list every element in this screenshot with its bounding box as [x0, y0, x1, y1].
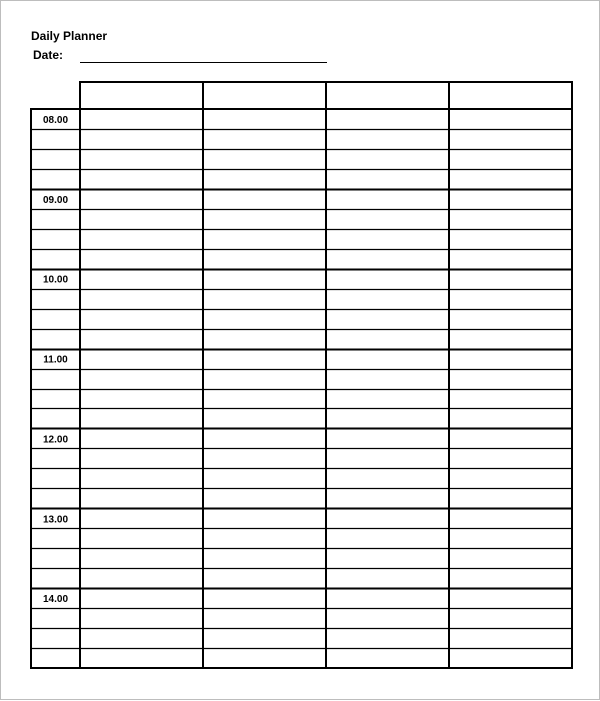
schedule-body	[31, 109, 572, 668]
hour-label: 08.00	[42, 114, 69, 126]
schedule-grid-svg	[1, 1, 600, 701]
hour-label: 12.00	[42, 434, 69, 446]
hour-label: 11.00	[43, 354, 68, 366]
date-label: Date:	[33, 48, 64, 62]
schedule-grid	[1, 1, 600, 701]
hour-label: 09.00	[42, 194, 69, 206]
hour-label: 10.00	[42, 274, 69, 286]
page-title: Daily Planner	[31, 29, 108, 43]
hour-label: 14.00	[42, 594, 69, 606]
hour-label: 13.00	[42, 514, 69, 526]
